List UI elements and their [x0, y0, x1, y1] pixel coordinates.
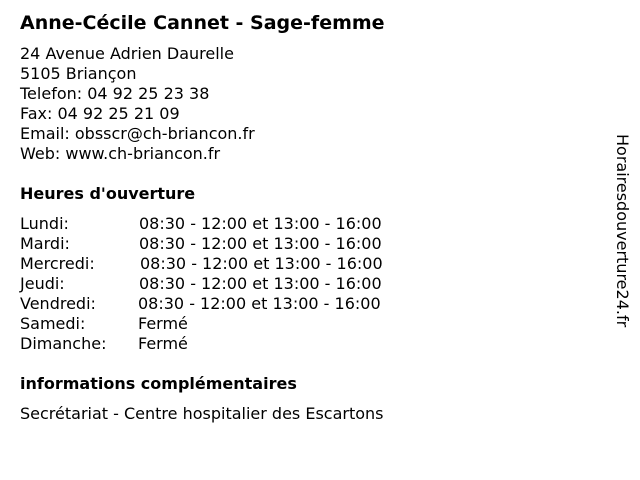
- phone-number: Telefon: 04 92 25 23 38: [20, 84, 210, 103]
- fax-number: Fax: 04 92 25 21 09: [20, 104, 180, 123]
- day-label: Samedi:: [20, 314, 86, 333]
- hours-value: 08:30 - 12:00 et 13:00 - 16:00: [140, 254, 383, 273]
- day-label: Mercredi:: [20, 254, 95, 273]
- page-title: Anne-Cécile Cannet - Sage-femme: [20, 12, 385, 34]
- hours-value: Fermé: [138, 314, 188, 333]
- address-city: 5105 Briançon: [20, 64, 137, 83]
- email-address: Email: obsscr@ch-briancon.fr: [20, 124, 255, 143]
- hours-value: 08:30 - 12:00 et 13:00 - 16:00: [139, 214, 382, 233]
- additional-info-heading: informations complémentaires: [20, 374, 297, 393]
- opening-hours-heading: Heures d'ouverture: [20, 184, 196, 203]
- site-watermark: [612, 134, 632, 374]
- address-street: 24 Avenue Adrien Daurelle: [20, 44, 234, 63]
- hours-value: 08:30 - 12:00 et 13:00 - 16:00: [139, 234, 382, 253]
- additional-info-text: Secrétariat - Centre hospitalier des Escartons: [20, 404, 384, 423]
- hours-value: Fermé: [138, 334, 188, 353]
- contact-block: [20, 44, 255, 164]
- day-label: Vendredi:: [20, 294, 96, 313]
- day-label: Lundi:: [20, 214, 69, 233]
- website-address: Web: www.ch-briancon.fr: [20, 144, 221, 163]
- day-label: Mardi:: [20, 234, 70, 253]
- hours-value: 08:30 - 12:00 et 13:00 - 16:00: [139, 274, 382, 293]
- watermark-text: Horairesdouverture24.fr: [613, 134, 632, 328]
- day-label: Jeudi:: [20, 274, 65, 293]
- day-label: Dimanche:: [20, 334, 107, 353]
- hours-value: 08:30 - 12:00 et 13:00 - 16:00: [138, 294, 381, 313]
